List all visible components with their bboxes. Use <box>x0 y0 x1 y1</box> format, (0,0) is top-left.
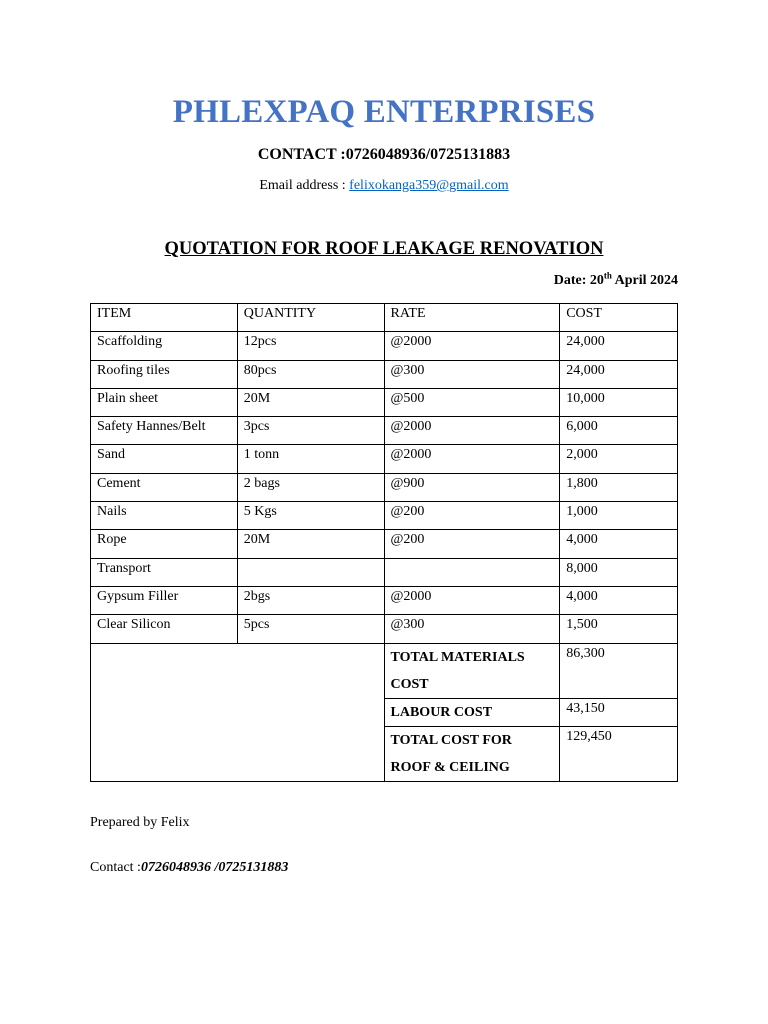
cell-rate: @200 <box>384 502 560 530</box>
date-label: Date: 20 <box>553 273 604 288</box>
cell-item: Clear Silicon <box>91 615 238 643</box>
table-row <box>91 360 678 388</box>
table-header-row <box>91 304 678 332</box>
cell-item: Rope <box>91 530 238 558</box>
header-item: ITEM <box>91 304 238 332</box>
quotation-title: QUOTATION FOR ROOF LEAKAGE RENOVATION <box>164 239 604 259</box>
totals-row <box>91 643 678 698</box>
cell-cost: 4,000 <box>560 530 678 558</box>
total-label: TOTAL COST FOR ROOF & CEILING <box>384 726 560 781</box>
total-value: 43,150 <box>560 698 678 726</box>
cell-cost: 1,800 <box>560 473 678 501</box>
header-cost: COST <box>560 304 678 332</box>
quotation-table <box>90 303 678 782</box>
cell-cost: 2,000 <box>560 445 678 473</box>
cell-cost: 6,000 <box>560 417 678 445</box>
date-rest: April 2024 <box>611 273 678 288</box>
cell-rate: @900 <box>384 473 560 501</box>
table-row <box>91 332 678 360</box>
cell-rate: @2000 <box>384 417 560 445</box>
cell-rate: @500 <box>384 388 560 416</box>
date-suffix: th <box>603 270 612 281</box>
email-label: Email address : <box>259 178 350 193</box>
cell-quantity: 3pcs <box>237 417 384 445</box>
cell-cost: 1,500 <box>560 615 678 643</box>
total-value: 129,450 <box>560 726 678 781</box>
cell-quantity: 5pcs <box>237 615 384 643</box>
cell-rate: @200 <box>384 530 560 558</box>
header-quantity: QUANTITY <box>237 304 384 332</box>
cell-cost: 8,000 <box>560 558 678 586</box>
cell-item: Safety Hannes/Belt <box>91 417 238 445</box>
prepared-by: Prepared by Felix <box>90 815 190 830</box>
footer-contact-numbers: 0726048936 /0725131883 <box>140 860 289 875</box>
company-contact: CONTACT :0726048936/0725131883 <box>257 146 511 163</box>
table-row <box>91 530 678 558</box>
cell-item: Plain sheet <box>91 388 238 416</box>
email-line <box>0 178 768 194</box>
cell-quantity: 80pcs <box>237 360 384 388</box>
total-value: 86,300 <box>560 643 678 698</box>
quotation-date <box>553 270 678 289</box>
cell-quantity: 20M <box>237 530 384 558</box>
cell-rate: @2000 <box>384 445 560 473</box>
company-name: PHLEXPAQ ENTERPRISES <box>172 94 596 130</box>
cell-rate: @300 <box>384 615 560 643</box>
cell-quantity: 12pcs <box>237 332 384 360</box>
cell-item: Sand <box>91 445 238 473</box>
cell-item: Transport <box>91 558 238 586</box>
cell-item: Nails <box>91 502 238 530</box>
cell-item: Gypsum Filler <box>91 586 238 614</box>
cell-item: Scaffolding <box>91 332 238 360</box>
table-row <box>91 417 678 445</box>
footer-contact-label: Contact : <box>90 860 141 875</box>
table-row <box>91 558 678 586</box>
cell-rate: @2000 <box>384 586 560 614</box>
table-row <box>91 388 678 416</box>
cell-rate: @300 <box>384 360 560 388</box>
cell-quantity: 2 bags <box>237 473 384 501</box>
totals-blank-cell <box>91 643 385 781</box>
email-link[interactable]: felixokanga359@gmail.com <box>349 178 509 193</box>
cell-rate <box>384 558 560 586</box>
cell-quantity <box>237 558 384 586</box>
cell-item: Roofing tiles <box>91 360 238 388</box>
header-rate: RATE <box>384 304 560 332</box>
quotation-table-body <box>91 304 678 782</box>
table-row <box>91 445 678 473</box>
cell-quantity: 20M <box>237 388 384 416</box>
table-row <box>91 615 678 643</box>
cell-item: Cement <box>91 473 238 501</box>
cell-quantity: 5 Kgs <box>237 502 384 530</box>
cell-cost: 4,000 <box>560 586 678 614</box>
cell-cost: 24,000 <box>560 332 678 360</box>
total-label: TOTAL MATERIALS COST <box>384 643 560 698</box>
cell-cost: 10,000 <box>560 388 678 416</box>
cell-quantity: 2bgs <box>237 586 384 614</box>
cell-quantity: 1 tonn <box>237 445 384 473</box>
cell-rate: @2000 <box>384 332 560 360</box>
cell-cost: 24,000 <box>560 360 678 388</box>
table-row <box>91 502 678 530</box>
total-label: LABOUR COST <box>384 698 560 726</box>
footer-contact <box>90 860 288 876</box>
table-row <box>91 586 678 614</box>
table-row <box>91 473 678 501</box>
cell-cost: 1,000 <box>560 502 678 530</box>
